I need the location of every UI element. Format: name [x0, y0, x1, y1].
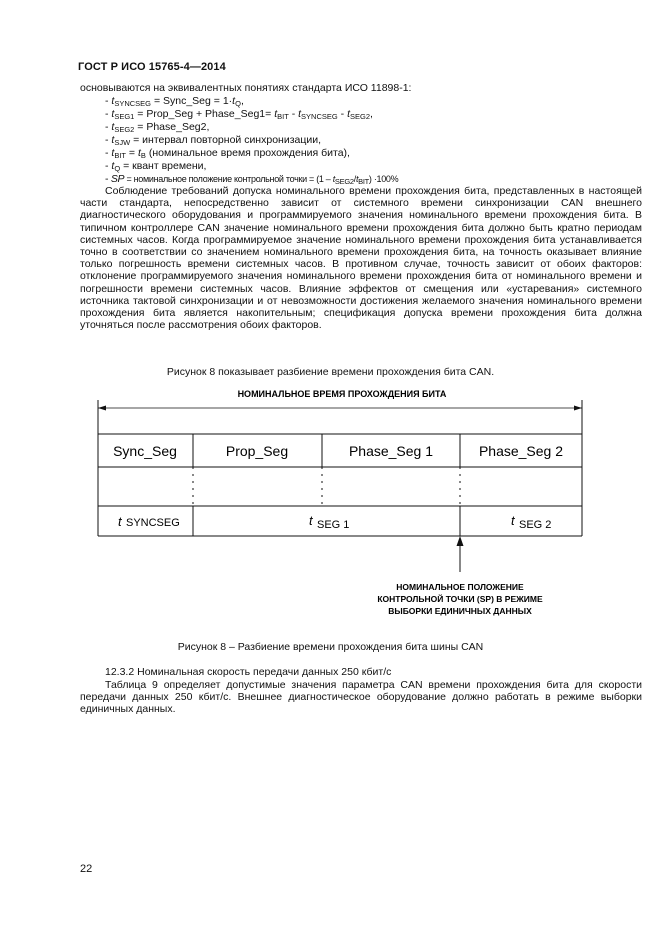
figure-caption: Рисунок 8 – Разбиение времени прохождения бита шины CAN: [177, 641, 484, 653]
page-number: 22: [80, 863, 93, 875]
sample-point-label-1: НОМИНАЛЬНОЕ ПОЛОЖЕНИЕ: [396, 582, 524, 592]
sample-point-label-2: КОНТРОЛЬНОЙ ТОЧКИ (SP) В РЕЖИМЕ: [377, 594, 543, 604]
segment-sync-seg: Sync_Seg: [113, 443, 177, 459]
segment-phase-seg-1: Phase_Seg 1: [348, 443, 434, 459]
diagram-title: НОМИНАЛЬНОЕ ВРЕМЯ ПРОХОЖДЕНИЯ БИТА: [237, 389, 447, 399]
time-tseg2-symbol: t: [511, 513, 515, 528]
sample-point-label-3: ВЫБОРКИ ЕДИНИЧНЫХ ДАННЫХ: [388, 606, 532, 616]
paragraph-tolerance: Соблюдение требований допуска номинального времени прохождения бита, представленных в настоящей части стандарта, непосредственно зависит от системного времени синхронизации CAN внешнего диагностического оборудования и программируемого значения номинального времени прохождения бита. В типичном контроллере CAN значение номинального времени прохождения бита должно быть кратно периодам системных часов. Когда программируемое значение номинального времени прохождения бита устанавливается точно в соответствии со значением номинального времени прохождения бита, на точность оказывает влияние только погрешность времени системных часов. В противном случае, точность зависит от обоих факторов: отклонение программируемого значения номинального времени прохождения бита от номинального времени и погрешности времени системных часов. Влияние эффектов от смещения или «устаревания» системного источника тактовой синхронизации и от невозможности достижения желаемого значения номинального времени прохождения бита является накопительным; спецификация допуска времени прохождения бита должна уточняться после рассмотрения обоих факторов.: [80, 185, 642, 332]
segment-prop-seg: Prop_Seg: [225, 443, 289, 459]
figure-intro: Рисунок 8 показывает разбиение времени прохождения бита CAN.: [166, 366, 495, 378]
definition-tseg1: - $t_{SEG1}$ = Prop_Seg + Phase_Seg1= $t_{BIT} - t_{SYNCSEG} - t_{SEG2}$,: [105, 108, 373, 121]
time-tseg1-sub: SEG 1: [317, 519, 350, 531]
segment-phase-seg-2: Phase_Seg 2: [478, 443, 564, 459]
definition-tq: - $t_Q$ = квант времени,: [105, 160, 207, 173]
definition-tseg2: - $t_{SEG2}$ = Phase_Seg2,: [105, 121, 210, 134]
section-heading: 12.3.2 Номинальная скорость передачи данных 250 кбит/с: [105, 666, 392, 678]
time-tseg2-sub: SEG 2: [519, 519, 552, 531]
paragraph-table9: Таблица 9 определяет допустимые значения параметра CAN времени прохождения бита для скорости передачи данных 250 кбит/с. Внешнее диагностическое оборудование должно работать в режиме выборки единичных данных.: [80, 679, 642, 716]
arrow-right-icon: [574, 406, 582, 411]
intro-line: основываются на эквивалентных понятиях стандарта ИСО 11898-1:: [80, 82, 412, 94]
definition-tbit: - $t_{BIT} = t_B$ (номинальное время прохождения бита),: [105, 147, 350, 160]
arrow-left-icon: [98, 406, 106, 411]
definition-tsjw: - $t_{SJW}$ = интервал повторной синхронизации,: [105, 134, 322, 147]
definition-tsyncseg: - $t_{SYNCSEG}$ = Sync_Seg = $1\cdot t_Q$,: [105, 95, 244, 108]
time-tsyncseg-sub: SYNCSEG: [126, 517, 180, 529]
document-header: ГОСТ Р ИСО 15765-4—2014: [78, 61, 226, 73]
time-tseg1-symbol: t: [309, 513, 313, 528]
time-tsyncseg-symbol: t: [118, 514, 122, 529]
definition-sp: - SP = номинальное положение контрольной точки = $(1 - t_{SEG2}/t_{BIT}) \cdot 100\%$: [105, 173, 399, 186]
bit-timing-diagram: [0, 380, 661, 620]
arrow-up-icon: [457, 536, 464, 546]
